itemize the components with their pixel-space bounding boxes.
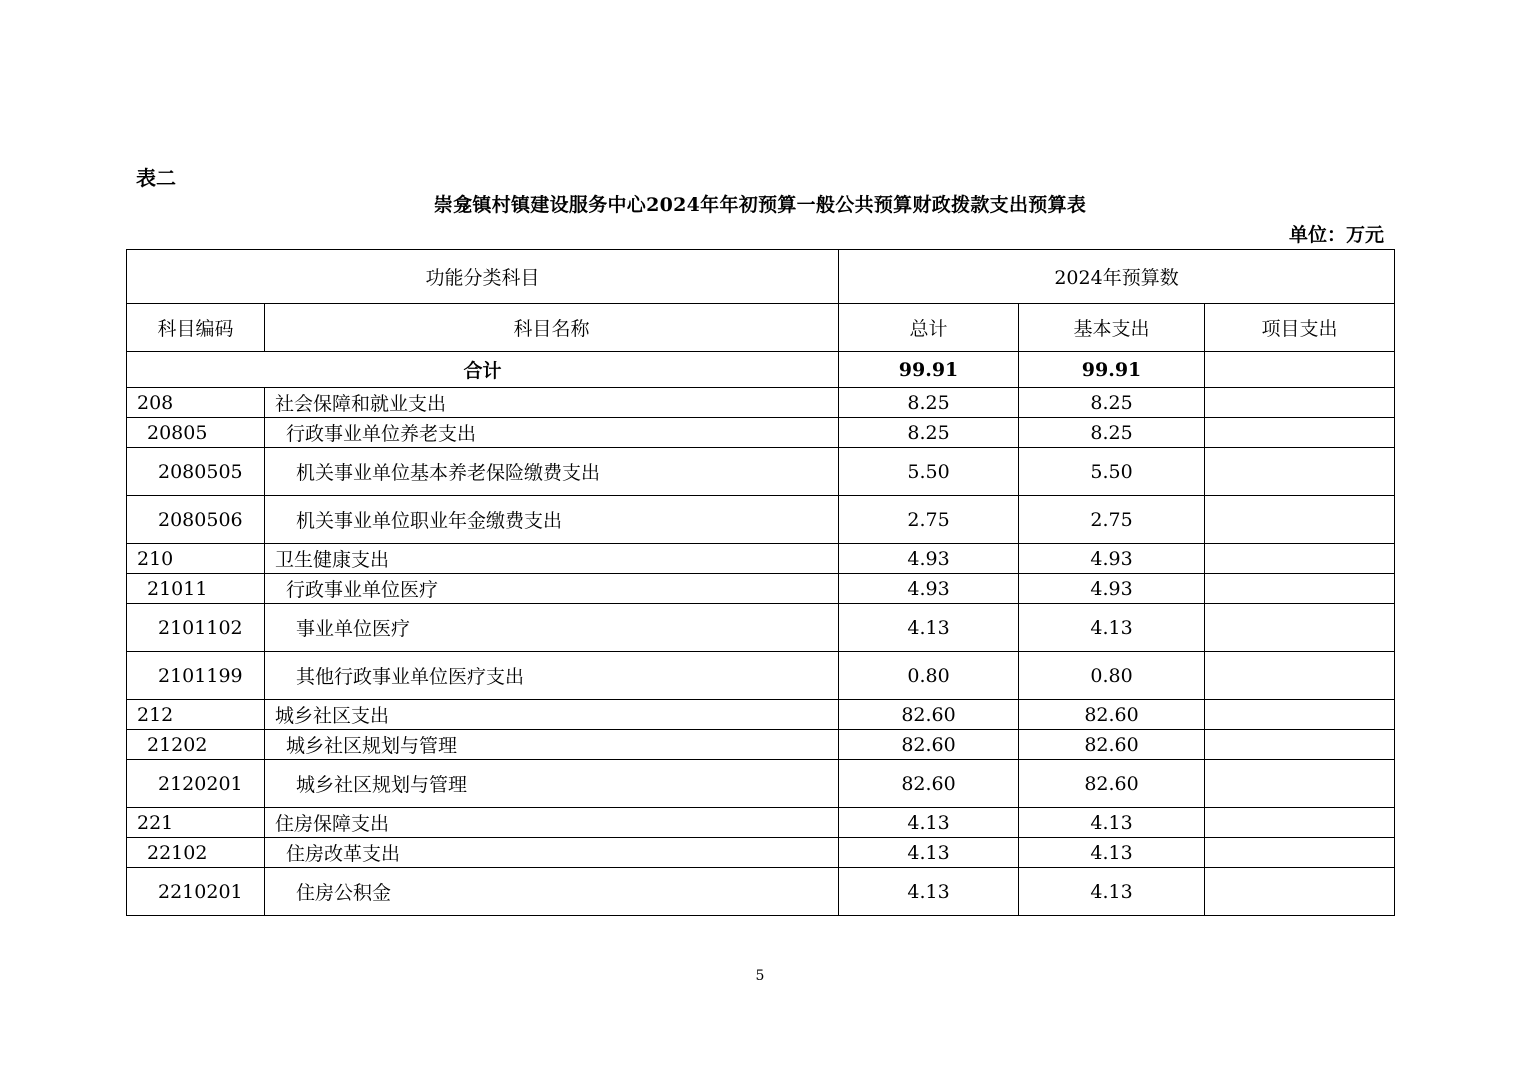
row-code: 2101102	[127, 604, 265, 652]
row-basic: 2.75	[1019, 496, 1205, 544]
header-row-columns	[127, 304, 1395, 352]
row-project	[1205, 448, 1395, 496]
row-name: 其他行政事业单位医疗支出	[265, 652, 839, 700]
header-code: 科目编码	[127, 304, 265, 352]
row-code: 212	[127, 700, 265, 730]
row-code: 2120201	[127, 760, 265, 808]
row-project	[1205, 760, 1395, 808]
row-basic: 4.13	[1019, 838, 1205, 868]
row-total: 8.25	[839, 388, 1019, 418]
row-basic: 82.60	[1019, 700, 1205, 730]
document-title: 崇龛镇村镇建设服务中心2024年年初预算一般公共预算财政拨款支出预算表	[433, 194, 1087, 216]
header-project: 项目支出	[1205, 304, 1395, 352]
header-budget-year: 2024年预算数	[839, 250, 1395, 304]
row-basic: 4.93	[1019, 544, 1205, 574]
page-number: 5	[755, 968, 765, 984]
row-project	[1205, 604, 1395, 652]
table-row	[127, 574, 1395, 604]
row-code: 208	[127, 388, 265, 418]
row-name: 机关事业单位职业年金缴费支出	[265, 496, 839, 544]
row-total: 82.60	[839, 730, 1019, 760]
row-total: 8.25	[839, 418, 1019, 448]
row-basic: 8.25	[1019, 388, 1205, 418]
row-total: 5.50	[839, 448, 1019, 496]
row-name: 机关事业单位基本养老保险缴费支出	[265, 448, 839, 496]
row-code: 210	[127, 544, 265, 574]
total-project	[1205, 352, 1395, 388]
unit-label: 单位：万元	[1288, 224, 1384, 246]
row-name: 行政事业单位养老支出	[265, 418, 839, 448]
row-project	[1205, 496, 1395, 544]
row-code: 22102	[127, 838, 265, 868]
table-row	[127, 544, 1395, 574]
row-name: 城乡社区支出	[265, 700, 839, 730]
budget-table-body	[127, 250, 1395, 916]
row-project	[1205, 868, 1395, 916]
total-amount: 99.91	[839, 352, 1019, 388]
header-row-top	[127, 250, 1395, 304]
table-row	[127, 730, 1395, 760]
row-total: 4.13	[839, 808, 1019, 838]
row-name: 住房保障支出	[265, 808, 839, 838]
table-row	[127, 652, 1395, 700]
table-label: 表二	[136, 166, 176, 190]
row-project	[1205, 652, 1395, 700]
table-row	[127, 700, 1395, 730]
total-basic: 99.91	[1019, 352, 1205, 388]
row-basic: 4.13	[1019, 808, 1205, 838]
row-total: 4.13	[839, 604, 1019, 652]
row-total: 4.13	[839, 838, 1019, 868]
row-code: 2101199	[127, 652, 265, 700]
header-functional-category: 功能分类科目	[127, 250, 839, 304]
table-row	[127, 838, 1395, 868]
header-name: 科目名称	[265, 304, 839, 352]
row-total: 4.13	[839, 868, 1019, 916]
table-row	[127, 868, 1395, 916]
row-name: 卫生健康支出	[265, 544, 839, 574]
row-project	[1205, 838, 1395, 868]
row-project	[1205, 730, 1395, 760]
row-basic: 4.93	[1019, 574, 1205, 604]
row-code: 21011	[127, 574, 265, 604]
row-basic: 82.60	[1019, 760, 1205, 808]
row-total: 82.60	[839, 760, 1019, 808]
table-row	[127, 388, 1395, 418]
row-code: 2080506	[127, 496, 265, 544]
row-code: 20805	[127, 418, 265, 448]
row-code: 221	[127, 808, 265, 838]
row-code: 2080505	[127, 448, 265, 496]
row-code: 2210201	[127, 868, 265, 916]
row-total: 4.93	[839, 544, 1019, 574]
table-row	[127, 808, 1395, 838]
row-basic: 5.50	[1019, 448, 1205, 496]
row-project	[1205, 700, 1395, 730]
row-name: 城乡社区规划与管理	[265, 760, 839, 808]
table-row	[127, 496, 1395, 544]
table-row	[127, 760, 1395, 808]
row-total: 4.93	[839, 574, 1019, 604]
row-total: 82.60	[839, 700, 1019, 730]
table-row	[127, 604, 1395, 652]
row-basic: 82.60	[1019, 730, 1205, 760]
row-project	[1205, 418, 1395, 448]
row-basic: 4.13	[1019, 604, 1205, 652]
row-name: 事业单位医疗	[265, 604, 839, 652]
row-name: 城乡社区规划与管理	[265, 730, 839, 760]
total-label: 合计	[127, 352, 839, 388]
row-basic: 8.25	[1019, 418, 1205, 448]
row-project	[1205, 808, 1395, 838]
header-total: 总计	[839, 304, 1019, 352]
row-basic: 4.13	[1019, 868, 1205, 916]
total-row	[127, 352, 1395, 388]
row-total: 0.80	[839, 652, 1019, 700]
row-name: 住房改革支出	[265, 838, 839, 868]
row-project	[1205, 574, 1395, 604]
row-total: 2.75	[839, 496, 1019, 544]
row-name: 住房公积金	[265, 868, 839, 916]
row-project	[1205, 544, 1395, 574]
table-row	[127, 448, 1395, 496]
table-row	[127, 418, 1395, 448]
row-basic: 0.80	[1019, 652, 1205, 700]
budget-table	[126, 249, 1395, 916]
header-basic: 基本支出	[1019, 304, 1205, 352]
row-name: 社会保障和就业支出	[265, 388, 839, 418]
row-code: 21202	[127, 730, 265, 760]
row-project	[1205, 388, 1395, 418]
row-name: 行政事业单位医疗	[265, 574, 839, 604]
